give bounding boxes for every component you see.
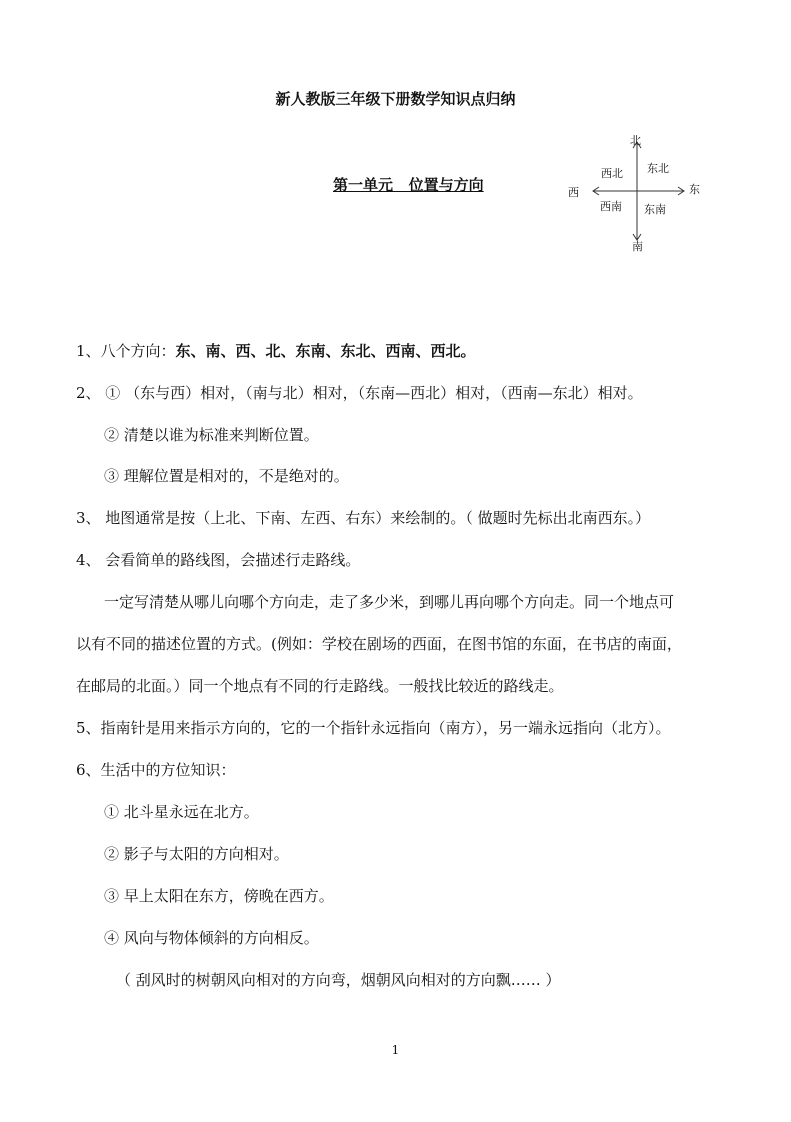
page-number: 1 [391, 1043, 400, 1057]
compass-east-label: 东 [689, 183, 700, 196]
item-1-prefix: 1、八个方向： [76, 342, 176, 360]
compass-south-label: 南 [632, 240, 643, 253]
item-6-sub-4: ④ 风向与物体倾斜的方向相反。 [104, 929, 319, 947]
compass-southwest-label: 西南 [600, 200, 622, 213]
item-3: 3、 地图通常是按（上北、下南、左西、右东）来绘制的。（ 做题时先标出北南西东。） [76, 509, 651, 527]
item-6-sub-2: ② 影子与太阳的方向相对。 [104, 845, 289, 863]
compass-west-label: 西 [568, 186, 579, 199]
compass-diagram [560, 132, 710, 258]
item-4-paragraph-line-2: 以有不同的描述位置的方式。(例如：学校在剧场的西面，在图书馆的东面，在书店的南面， [76, 635, 682, 653]
compass-northwest-label: 西北 [601, 167, 623, 180]
item-6-sub-3: ③ 早上太阳在东方，傍晚在西方。 [104, 887, 334, 905]
item-5: 5、指南针是用来指示方向的，它的一个指针永远指向（南方），另一端永远指向（北方）。 [76, 719, 671, 737]
item-2-sub-2: ② 清楚以谁为标准来判断位置。 [104, 426, 319, 444]
compass-north-label: 北 [630, 134, 641, 147]
unit-title: 第一单元 位置与方向 [333, 176, 484, 194]
document-title: 新人教版三年级下册数学知识点归纳 [275, 90, 516, 108]
item-6-note: （ 刮风时的树朝风向相对的方向弯，烟朝风向相对的方向飘…… ） [116, 971, 561, 989]
item-2: 2、 ① （东与西）相对，（南与北）相对，（东南—西北）相对，（西南—东北）相对。 [76, 384, 643, 402]
item-1-directions: 东、南、西、北、东南、东北、西南、西北。 [175, 342, 476, 360]
item-4: 4、 会看简单的路线图，会描述行走路线。 [76, 551, 361, 569]
item-2-sub-3: ③ 理解位置是相对的，不是绝对的。 [104, 467, 349, 485]
item-6: 6、生活中的方位知识： [76, 761, 236, 779]
compass-northeast-label: 东北 [647, 162, 669, 175]
item-6-sub-1: ① 北斗星永远在北方。 [104, 803, 259, 821]
item-4-paragraph-line-3: 在邮局的北面。）同一个地点有不同的行走路线。一般找比较近的路线走。 [76, 677, 564, 695]
item-4-paragraph-line-1: 一定写清楚从哪儿向哪个方向走，走了多少米，到哪儿再向哪个方向走。同一个地点可 [104, 593, 675, 611]
item-1 [76, 341, 476, 361]
compass-southeast-label: 东南 [644, 203, 666, 216]
